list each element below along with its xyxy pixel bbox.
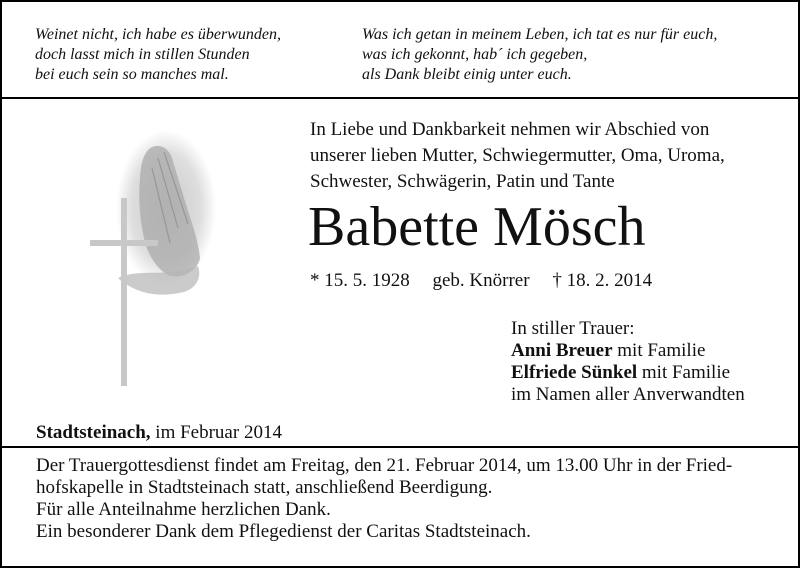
service-line: Ein besonderer Dank dem Pflegedienst der Caritas Stadtsteinach. xyxy=(36,521,531,542)
cross-horizontal-bar xyxy=(90,240,158,246)
poem-left xyxy=(35,25,281,85)
mourners-heading: In stiller Trauer: xyxy=(511,318,635,339)
intro-text xyxy=(310,117,725,195)
poem-right-line: als Dank bleibt einig unter euch. xyxy=(362,66,572,83)
intro-line: unserer lieben Mutter, Schwiegermutter, Oma, Uroma, xyxy=(310,145,725,166)
life-dates xyxy=(310,270,670,292)
poem-left-line: Weinet nicht, ich habe es überwunden, xyxy=(35,26,282,43)
mourner-suffix: mit Familie xyxy=(612,340,706,361)
place-town: Stadtsteinach, xyxy=(36,422,151,443)
divider-line xyxy=(2,97,798,99)
service-line: Für alle Anteilnahme herzlichen Dank. xyxy=(36,499,331,520)
deceased-name: Babette Mösch xyxy=(308,196,646,258)
poem-left-line: bei euch sein so manches mal. xyxy=(35,66,229,83)
mourner-suffix: mit Familie xyxy=(637,362,731,383)
birth-date: * 15. 5. 1928 xyxy=(310,270,410,291)
maiden-name: geb. Knörrer xyxy=(432,270,530,291)
service-text xyxy=(36,455,732,543)
mourner-name: Anni Breuer xyxy=(511,340,613,361)
cross-vertical-bar xyxy=(121,198,127,386)
mourners-block xyxy=(511,318,745,406)
poem-left-line: doch lasst mich in stillen Stunden xyxy=(35,46,250,63)
intro-line: In Liebe und Dankbarkeit nehmen wir Abschied von xyxy=(310,119,710,140)
place-date xyxy=(36,422,282,444)
service-line: hofskapelle in Stadtsteinach statt, anschließend Beerdigung. xyxy=(36,477,493,498)
mourners-closing: im Namen aller Anverwandten xyxy=(511,384,745,405)
poem-right xyxy=(362,25,717,85)
death-date: † 18. 2. 2014 xyxy=(552,270,653,291)
divider-line xyxy=(2,446,798,448)
mourner-name: Elfriede Sünkel xyxy=(511,362,638,383)
service-line: Der Trauergottesdienst findet am Freitag, den 21. Februar 2014, um 13.00 Uhr in der Fried- xyxy=(36,455,733,476)
place-month: im Februar 2014 xyxy=(150,422,282,443)
mourner-entry xyxy=(511,340,745,362)
intro-line: Schwester, Schwägerin, Patin und Tante xyxy=(310,171,615,192)
praying-hands-with-cross-icon xyxy=(88,128,228,386)
mourner-entry xyxy=(511,362,745,384)
poem-right-line: was ich gekonnt, hab´ ich gegeben, xyxy=(362,46,588,63)
poem-right-line: Was ich getan in meinem Leben, ich tat es nur für euch, xyxy=(362,26,718,43)
